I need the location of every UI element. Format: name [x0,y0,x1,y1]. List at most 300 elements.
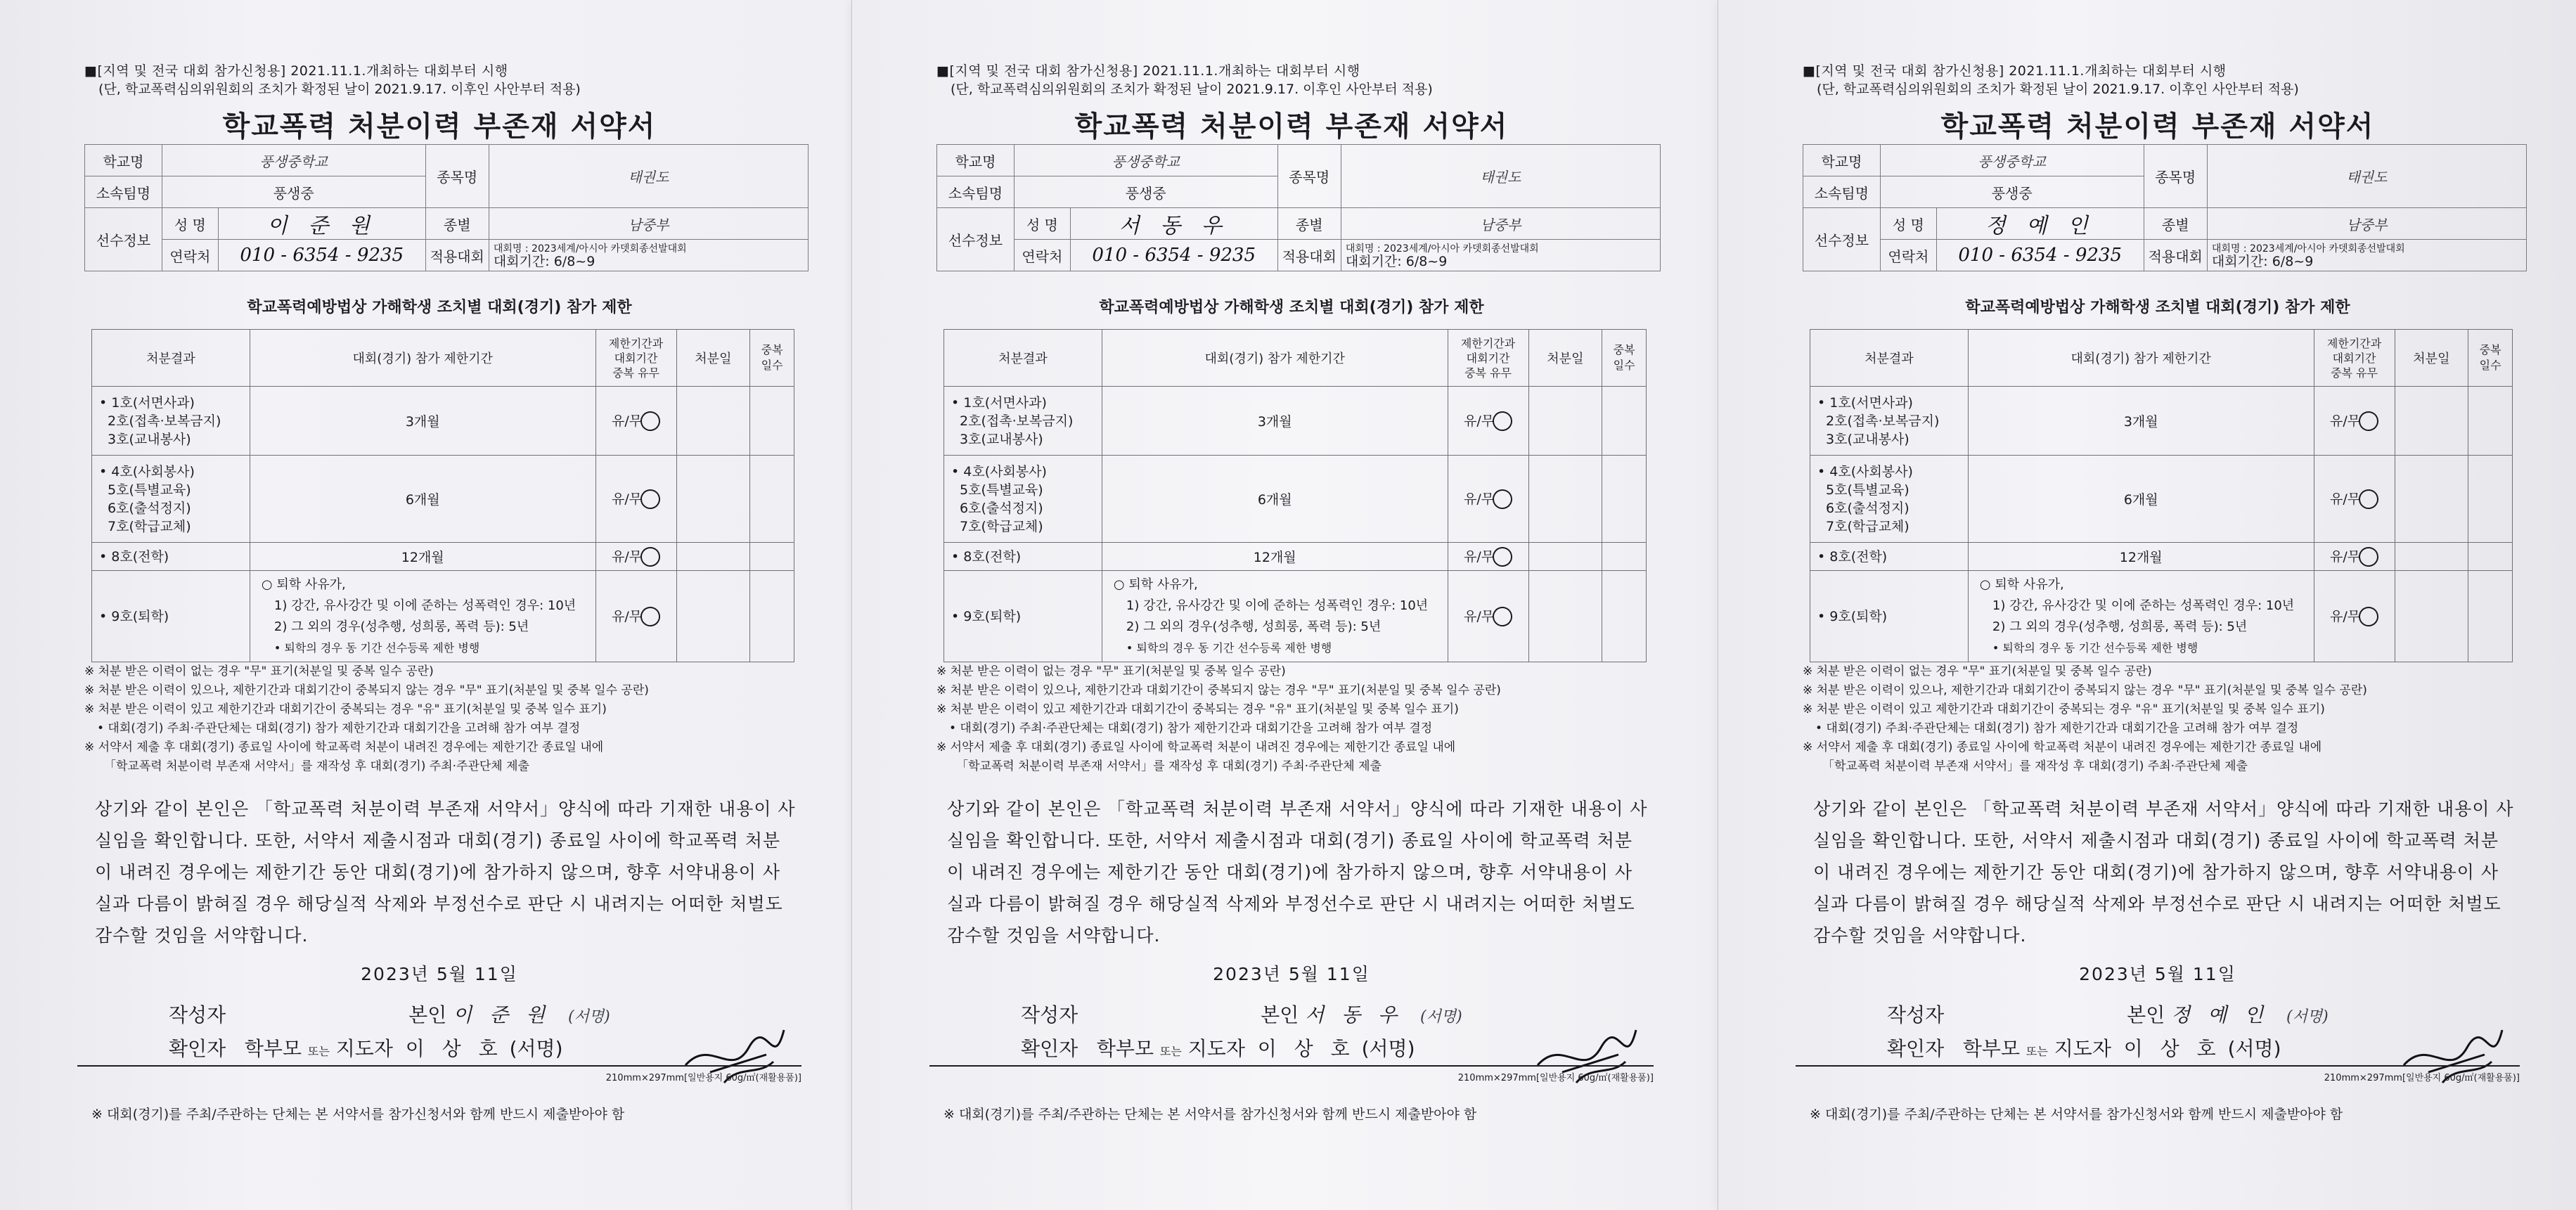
player-info-table [84,144,809,271]
note-line: • 대회(경기) 주최·주관단체는 대회(경기) 참가 제한기간과 대회기간을 고려해 참가 여부 결정 [97,721,581,735]
reason-item: 1) 강간, 유사강간 및 이에 준하는 성폭력인 경우: 10년 [1992,598,2295,613]
restriction-period: 3개월 [250,387,595,456]
table-row [944,571,1647,662]
parent-label: 학부모 [1096,1037,1154,1060]
form-header-subnote: (단, 학교폭력심의위원회의 조치가 확정된 날이 2021.9.17. 이후인 사안부터 적용) [951,82,1433,97]
writer-label: 작성자 [169,1003,226,1026]
writer-signature-handwritten: 정 예 인 [2171,1003,2269,1026]
competition-period [494,255,804,268]
category-label: 종별 [425,208,489,240]
pledge-date: 2023년 5월 11일 [361,964,518,984]
reason-title: ○ 퇴학 사유가, [261,577,346,592]
overlap-days-cell [1602,387,1647,456]
hand-circle [1491,410,1514,433]
expulsion-reasons [1968,571,2314,662]
confirmer-signature-line [1021,1034,1415,1062]
parent-label: 학부모 [1962,1037,2021,1060]
sanction-item: • 1호(서면사과) [951,394,1047,411]
event-value: 태권도 [2207,145,2526,208]
sanction-item: 5호(특별교육) [108,482,191,498]
overlap-mark [2314,456,2395,543]
note-line: 「학교폭력 처분이력 부존재 서약서」를 재작성 후 대회(경기) 주최·주관단체 제출 [1822,759,2248,773]
col-overlap [2314,330,2395,387]
col-days-line-b: 일수 [1613,359,1635,372]
coach-name: 이 상 호 [2123,1037,2222,1060]
restriction-period: 6개월 [250,456,595,543]
form-title: 학교폭력 처분이력 부존재 서약서 [222,110,657,143]
coach-label: 지도자 [1187,1037,1245,1060]
player-info-label: 선수정보 [937,208,1015,271]
coach-label: 지도자 [335,1037,393,1060]
sanction-group-2 [1810,456,1969,543]
sanction-item: 2호(접촉·보복금지) [1826,413,1940,429]
sanction-group-2 [944,456,1102,543]
overlap-mark-text: 유/무 [1464,491,1495,507]
form-header-note: ■[지역 및 전국 대회 참가신청용] 2021.11.1.개최하는 대회부터 시행 [936,63,1360,79]
paper-spec: 210mm×297mm[일반용지 60g/㎡(재활용품)] [2324,1073,2520,1083]
col-days-line-b: 일수 [2479,359,2501,372]
event-label: 종목명 [425,145,489,208]
school-label: 학교명 [937,145,1015,176]
table-row [1810,543,2513,571]
writer-signature-line [1887,1000,2329,1028]
coach-name: 이 상 호 [405,1037,503,1060]
sanction-group-1 [1810,387,1969,456]
sanction-subtitle: 학교폭력예방법상 가해학생 조치별 대회(경기) 참가 제한 [1965,299,2350,316]
form-sheet [852,0,1718,1210]
pledge-statement: 상기와 같이 본인은 「학교폭력 처분이력 부존재 서약서」양식에 따라 기재한 내용이 사실임을 확인합니다. 또한, 서약서 제출시점과 대회(경기) 종료일 사이에 학교폭력 처분이 내려진 경우에는 제한기간 동안 대회(경기)에 참가하지 않으며, 향후 서약내용이 사실과 다름이 밝혀질 경우 해당실적 삭제와 부정선수로 판단 시 내려지는 어떠한 처벌도 감수할 것임을 서약합니다. [1813,799,2514,946]
applied-competition-label: 적용대회 [2144,240,2207,271]
overlap-days-cell [2468,571,2513,662]
sanction-item: 7호(학급교체) [1826,518,1910,534]
competition-period-label: 대회기간: [1345,254,1402,269]
table-row [944,456,1647,543]
sanction-item: 5호(특별교육) [1826,482,1910,498]
note-line: • 대회(경기) 주최·주관단체는 대회(경기) 참가 제한기간과 대회기간을 고려해 참가 여부 결정 [1815,721,2299,735]
col-days-line-b: 일수 [761,359,783,372]
competition-period-value: 6/8~9 [2272,254,2314,269]
sanction-date-cell [1528,387,1602,456]
confirmer-label: 확인자 [169,1037,226,1060]
sanction-item: 6호(출석정지) [960,500,1043,516]
school-value: 풍생중학교 [1014,145,1277,176]
pledge-form [929,0,1654,1210]
writer-signature-handwritten: 이 준 원 [453,1003,551,1026]
overlap-mark [1448,543,1528,571]
reason-item: 2) 그 외의 경우(성추행, 성희롱, 폭력 등): 5년 [273,619,529,634]
table-row [944,543,1647,571]
col-overlap-line-a: 제한기간과 [1460,336,1516,350]
competition-period-value: 6/8~9 [1405,254,1448,269]
note-line: ※ 서약서 제출 후 대회(경기) 종료일 사이에 학교폭력 처분이 내려진 경우에는 제한기간 종료일 내에 [936,740,1456,754]
event-label: 종목명 [2144,145,2207,208]
writer-stamp: (서명) [2286,1008,2329,1026]
event-value: 태권도 [489,145,808,208]
overlap-mark [595,571,676,662]
col-period: 대회(경기) 참가 제한기간 [250,330,595,387]
col-result: 처분결과 [944,330,1102,387]
player-info-label: 선수정보 [85,208,162,271]
hand-circle [1491,605,1514,629]
hand-circle [2357,410,2381,433]
note-line: ※ 처분 받은 이력이 없는 경우 "무" 표기(처분일 및 중복 일수 공란) [84,664,434,678]
applied-competition-label: 적용대회 [425,240,489,271]
overlap-mark-text: 유/무 [2330,413,2361,429]
note-line: ※ 서약서 제출 후 대회(경기) 종료일 사이에 학교폭력 처분이 내려진 경우에는 제한기간 종료일 내에 [84,740,604,754]
table-row [1810,456,2513,543]
col-overlap-line-b: 대회기간 [1466,351,1510,365]
sanction-group-4: • 9호(퇴학) [92,571,250,662]
sanction-item: 7호(학급교체) [960,518,1043,534]
sanction-item: 3호(교내봉사) [960,431,1043,447]
name-label: 성 명 [162,208,218,240]
name-label: 성 명 [1880,208,1936,240]
overlap-mark-text: 유/무 [2330,548,2361,565]
writer-signature-handwritten: 서 동 우 [1305,1003,1403,1026]
note-line: ※ 처분 받은 이력이 있으나, 제한기간과 대회기간이 중복되지 않는 경우 "무" 표기(처분일 및 중복 일수 공란) [936,683,1501,697]
overlap-mark [1448,456,1528,543]
overlap-days-cell [1602,456,1647,543]
sanction-group-3: • 8호(전학) [1810,543,1969,571]
sanction-group-3: • 8호(전학) [92,543,250,571]
expulsion-reasons [250,571,595,662]
form-sheet [0,0,852,1210]
note-line: • 대회(경기) 주최·주관단체는 대회(경기) 참가 제한기간과 대회기간을 고려해 참가 여부 결정 [949,721,1433,735]
restriction-period: 6개월 [1968,456,2314,543]
sanction-group-4: • 9호(퇴학) [1810,571,1969,662]
hand-circle [2357,605,2381,629]
pledge-statement: 상기와 같이 본인은 「학교폭력 처분이력 부존재 서약서」양식에 따라 기재한 내용이 사실임을 확인합니다. 또한, 서약서 제출시점과 대회(경기) 종료일 사이에 학교폭력 처분이 내려진 경우에는 제한기간 동안 대회(경기)에 참가하지 않으며, 향후 서약내용이 사실과 다름이 밝혀질 경우 해당실적 삭제와 부정선수로 판단 시 내려지는 어떠한 처벌도 감수할 것임을 서약합니다. [947,799,1648,946]
category-label: 종별 [1277,208,1341,240]
category-value: 남중부 [489,208,808,240]
sanction-table [1810,329,2513,662]
school-value: 풍생중학교 [1880,145,2144,176]
col-overlap-line-c: 중복 유무 [2331,366,2378,380]
overlap-mark [595,387,676,456]
confirmer-label: 확인자 [1887,1037,1945,1060]
overlap-mark [2314,387,2395,456]
contact-label: 연락처 [1014,240,1070,271]
self-label: 본인 [1261,1003,1299,1026]
overlap-mark-text: 유/무 [612,413,643,429]
reason-item: • 퇴학의 경우 동 기간 선수등록 제한 병행 [1126,641,1332,655]
team-value: 풍생중 [1014,176,1277,208]
sanction-item: 2호(접촉·보복금지) [960,413,1074,429]
sanction-group-1 [944,387,1102,456]
sanction-item: 3호(교내봉사) [108,431,191,447]
sanction-date-cell [676,571,750,662]
competition-name: 대회명 : 2023세계/아시아 카뎃회종선발대회 [1345,243,1539,255]
competition-cell [2207,240,2526,271]
notes-block [1803,662,2527,776]
col-result: 처분결과 [92,330,250,387]
col-overlap [595,330,676,387]
or-label: 또는 [2026,1045,2048,1058]
phone-handwritten: 010 - 6354 - 9235 [1936,240,2144,271]
table-row [92,571,794,662]
competition-period-value: 6/8~9 [553,254,595,269]
notes-block [84,662,809,776]
overlap-mark-text: 유/무 [2330,608,2361,624]
sanction-item: • 1호(서면사과) [99,394,195,411]
table-row [92,543,794,571]
submission-footnote: ※ 대회(경기)를 주최/주관하는 단체는 본 서약서를 참가신청서와 함께 반드시 제출받아야 함 [91,1107,625,1122]
col-date: 처분일 [1528,330,1602,387]
col-overlap-line-c: 중복 유무 [1464,366,1512,380]
pledge-statement: 상기와 같이 본인은 「학교폭력 처분이력 부존재 서약서」양식에 따라 기재한 내용이 사실임을 확인합니다. 또한, 서약서 제출시점과 대회(경기) 종료일 사이에 학교폭력 처분이 내려진 경우에는 제한기간 동안 대회(경기)에 참가하지 않으며, 향후 서약내용이 사실과 다름이 밝혀질 경우 해당실적 삭제와 부정선수로 판단 시 내려지는 어떠한 처벌도 감수할 것임을 서약합니다. [95,799,796,946]
overlap-days-cell [1602,543,1647,571]
overlap-mark [595,456,676,543]
contact-label: 연락처 [162,240,218,271]
note-line: ※ 처분 받은 이력이 없는 경우 "무" 표기(처분일 및 중복 일수 공란) [1803,664,2152,678]
sign-label: (서명) [2227,1037,2281,1060]
coach-name: 이 상 호 [1257,1037,1355,1060]
competition-name: 대회명 : 2023세계/아시아 카뎃회종선발대회 [493,243,687,255]
category-value: 남중부 [1341,208,1660,240]
player-name-handwritten: 이 준 원 [218,208,425,240]
sanction-subtitle: 학교폭력예방법상 가해학생 조치별 대회(경기) 참가 제한 [247,299,632,316]
hand-circle [2357,488,2381,511]
sanction-group-2 [92,456,250,543]
sanction-date-cell [2395,387,2468,456]
reason-item: 2) 그 외의 경우(성추행, 성희롱, 폭력 등): 5년 [1126,619,1382,634]
note-line: ※ 처분 받은 이력이 있으나, 제한기간과 대회기간이 중복되지 않는 경우 "무" 표기(처분일 및 중복 일수 공란) [84,683,649,697]
sanction-item: 5호(특별교육) [960,482,1043,498]
competition-cell [489,240,808,271]
form-header-subnote: (단, 학교폭력심의위원회의 조치가 확정된 날이 2021.9.17. 이후인 사안부터 적용) [1817,82,2299,97]
team-label: 소속팀명 [85,176,162,208]
sanction-item: • 4호(사회봉사) [1817,463,1913,480]
confirmer-signature-line [169,1034,563,1062]
player-name-handwritten: 서 동 우 [1070,208,1277,240]
restriction-period: 12개월 [250,543,595,571]
sanction-item: 7호(학급교체) [108,518,191,534]
col-period: 대회(경기) 참가 제한기간 [1968,330,2314,387]
form-header-note: ■[지역 및 전국 대회 참가신청용] 2021.11.1.개최하는 대회부터 시행 [1803,63,2227,79]
self-label: 본인 [2127,1003,2165,1026]
reason-item: • 퇴학의 경우 동 기간 선수등록 제한 병행 [1992,641,2198,655]
sanction-date-cell [1528,456,1602,543]
col-overlap-line-c: 중복 유무 [612,366,660,380]
overlap-mark [2314,543,2395,571]
writer-signature-line [1021,1000,1462,1028]
restriction-period: 3개월 [1968,387,2314,456]
overlap-mark [595,543,676,571]
note-line: ※ 서약서 제출 후 대회(경기) 종료일 사이에 학교폭력 처분이 내려진 경우에는 제한기간 종료일 내에 [1803,740,2322,754]
sanction-date-cell [2395,456,2468,543]
expulsion-reasons [1102,571,1448,662]
form-header-subnote: (단, 학교폭력심의위원회의 조치가 확정된 날이 2021.9.17. 이후인 사안부터 적용) [98,82,581,97]
reason-item: 1) 강간, 유사강간 및 이에 준하는 성폭력인 경우: 10년 [1126,598,1429,613]
competition-period-label: 대회기간: [2211,254,2268,269]
col-overlap-line-b: 대회기간 [2332,351,2376,365]
reason-title: ○ 퇴학 사유가, [1979,577,2064,592]
writer-label: 작성자 [1021,1003,1078,1026]
sanction-item: 6호(출석정지) [108,500,191,516]
restriction-period: 3개월 [1102,387,1448,456]
overlap-mark-text: 유/무 [2330,491,2361,507]
team-value: 풍생중 [162,176,425,208]
team-label: 소속팀명 [1803,176,1881,208]
reason-item: 2) 그 외의 경우(성추행, 성희롱, 폭력 등): 5년 [1992,619,2248,634]
overlap-days-cell [2468,387,2513,456]
pledge-form [77,0,801,1210]
pledge-date: 2023년 5월 11일 [1213,964,1370,984]
overlap-mark-text: 유/무 [1464,608,1495,624]
table-row [92,387,794,456]
form-title: 학교폭력 처분이력 부존재 서약서 [1940,110,2375,143]
pledge-form [1796,0,2520,1210]
name-label: 성 명 [1014,208,1070,240]
sanction-date-cell [676,387,750,456]
reason-item: • 퇴학의 경우 동 기간 선수등록 제한 병행 [273,641,480,655]
competition-cell [1341,240,1660,271]
sanction-table [91,329,794,662]
sign-label: (서명) [509,1037,563,1060]
submission-footnote: ※ 대회(경기)를 주최/주관하는 단체는 본 서약서를 참가신청서와 함께 반드시 제출받아야 함 [944,1107,1477,1122]
hand-circle [639,488,662,511]
writer-signature-line [169,1000,610,1028]
hand-circle [1491,546,1514,569]
team-label: 소속팀명 [937,176,1015,208]
category-value: 남중부 [2207,208,2526,240]
self-label: 본인 [408,1003,447,1026]
table-row [1810,387,2513,456]
col-days [1602,330,1647,387]
hand-circle [639,605,662,629]
overlap-mark-text: 유/무 [612,548,643,565]
school-label: 학교명 [1803,145,1881,176]
col-overlap-line-a: 제한기간과 [2326,336,2382,350]
col-overlap-line-b: 대회기간 [614,351,658,365]
or-label: 또는 [307,1045,330,1058]
category-label: 종별 [2144,208,2207,240]
sanction-date-cell [676,543,750,571]
note-line: ※ 처분 받은 이력이 있고 제한기간과 대회기간이 중복되는 경우 "유" 표기(처분일 및 중복 일수 표기) [84,702,607,716]
note-line: ※ 처분 받은 이력이 없는 경우 "무" 표기(처분일 및 중복 일수 공란) [936,664,1286,678]
player-info-table [1803,144,2527,271]
sanction-table [944,329,1647,662]
sanction-date-cell [2395,543,2468,571]
sanction-group-4: • 9호(퇴학) [944,571,1102,662]
sanction-group-3: • 8호(전학) [944,543,1102,571]
col-days-line-a: 중복 [1613,343,1635,356]
sign-label: (서명) [1361,1037,1415,1060]
col-days [750,330,794,387]
note-line: ※ 처분 받은 이력이 있고 제한기간과 대회기간이 중복되는 경우 "유" 표기(처분일 및 중복 일수 표기) [1803,702,2325,716]
competition-period-label: 대회기간: [493,254,550,269]
competition-period [2212,255,2522,268]
overlap-mark-text: 유/무 [1464,413,1495,429]
sanction-item: 6호(출석정지) [1826,500,1910,516]
notes-block [936,662,1661,776]
reason-item: 1) 강간, 유사강간 및 이에 준하는 성폭력인 경우: 10년 [273,598,577,613]
col-days-line-a: 중복 [761,343,783,356]
col-overlap [1448,330,1528,387]
writer-stamp: (서명) [1420,1008,1462,1026]
hand-circle [2357,546,2381,569]
overlap-mark [1448,571,1528,662]
col-date: 처분일 [2395,330,2468,387]
note-line: ※ 처분 받은 이력이 있고 제한기간과 대회기간이 중복되는 경우 "유" 표기(처분일 및 중복 일수 표기) [936,702,1459,716]
col-result: 처분결과 [1810,330,1969,387]
event-value: 태권도 [1341,145,1660,208]
overlap-mark [1448,387,1528,456]
sanction-item: • 4호(사회봉사) [99,463,195,480]
paper-spec: 210mm×297mm[일반용지 60g/㎡(재활용품)] [1457,1073,1654,1083]
overlap-mark-text: 유/무 [1464,548,1495,565]
overlap-days-cell [750,543,794,571]
sanction-date-cell [1528,543,1602,571]
pledge-date: 2023년 5월 11일 [2079,964,2236,984]
restriction-period: 12개월 [1102,543,1448,571]
overlap-days-cell [2468,543,2513,571]
col-overlap-line-a: 제한기간과 [608,336,664,350]
confirmer-label: 확인자 [1021,1037,1078,1060]
or-label: 또는 [1159,1045,1182,1058]
sanction-subtitle: 학교폭력예방법상 가해학생 조치별 대회(경기) 참가 제한 [1099,299,1484,316]
col-date: 처분일 [676,330,750,387]
submission-footnote: ※ 대회(경기)를 주최/주관하는 단체는 본 서약서를 참가신청서와 함께 반드시 제출받아야 함 [1810,1107,2343,1122]
sanction-group-1 [92,387,250,456]
overlap-days-cell [750,571,794,662]
applied-competition-label: 적용대회 [1277,240,1341,271]
sanction-date-cell [1528,571,1602,662]
parent-label: 학부모 [244,1037,302,1060]
sanction-date-cell [676,456,750,543]
sanction-date-cell [2395,571,2468,662]
footer-divider [929,1065,1654,1067]
note-line: ※ 처분 받은 이력이 있으나, 제한기간과 대회기간이 중복되지 않는 경우 "무" 표기(처분일 및 중복 일수 공란) [1803,683,2367,697]
sanction-item: 2호(접촉·보복금지) [108,413,221,429]
contact-label: 연락처 [1880,240,1936,271]
competition-period [1346,255,1656,268]
confirmer-signature-line [1887,1034,2281,1062]
table-row [1810,571,2513,662]
sanction-item: 3호(교내봉사) [1826,431,1910,447]
form-header-note: ■[지역 및 전국 대회 참가신청용] 2021.11.1.개최하는 대회부터 시행 [84,63,508,79]
event-label: 종목명 [1277,145,1341,208]
form-title: 학교폭력 처분이력 부존재 서약서 [1074,110,1509,143]
overlap-days-cell [750,387,794,456]
reason-title: ○ 퇴학 사유가, [1113,577,1198,592]
overlap-mark-text: 유/무 [612,491,643,507]
hand-circle [639,410,662,433]
overlap-days-cell [2468,456,2513,543]
writer-label: 작성자 [1887,1003,1945,1026]
competition-name: 대회명 : 2023세계/아시아 카뎃회종선발대회 [2211,243,2405,255]
overlap-mark [2314,571,2395,662]
school-value: 풍생중학교 [162,145,425,176]
player-name-handwritten: 정 예 인 [1936,208,2144,240]
phone-handwritten: 010 - 6354 - 9235 [1070,240,1277,271]
note-line: 「학교폭력 처분이력 부존재 서약서」를 재작성 후 대회(경기) 주최·주관단체 제출 [104,759,529,773]
note-line: 「학교폭력 처분이력 부존재 서약서」를 재작성 후 대회(경기) 주최·주관단체 제출 [956,759,1382,773]
writer-stamp: (서명) [568,1008,610,1026]
sanction-item: • 1호(서면사과) [1817,394,1913,411]
hand-circle [639,546,662,569]
footer-divider [77,1065,801,1067]
restriction-period: 12개월 [1968,543,2314,571]
sanction-item: • 4호(사회봉사) [951,463,1047,480]
school-label: 학교명 [85,145,162,176]
paper-spec: 210mm×297mm[일반용지 60g/㎡(재활용품)] [605,1073,801,1083]
restriction-period: 6개월 [1102,456,1448,543]
overlap-mark-text: 유/무 [612,608,643,624]
player-info-table [936,144,1661,271]
form-sheet [1718,0,2576,1210]
table-row [92,456,794,543]
